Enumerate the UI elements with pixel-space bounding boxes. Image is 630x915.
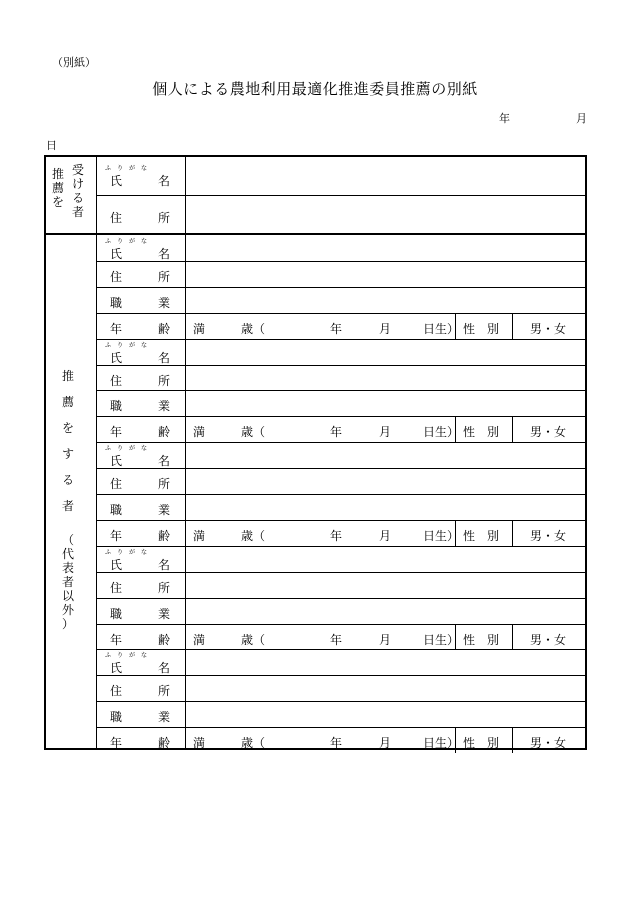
column-divider (455, 520, 456, 546)
birth-year-label: 年 (330, 425, 343, 440)
birth-day-label: 日生） (423, 528, 460, 543)
row-divider (96, 365, 585, 366)
birth-month-label: 月 (379, 321, 392, 336)
birth-month-label: 月 (379, 528, 392, 543)
vertical-char: る (72, 191, 85, 205)
furigana-ruby: ふ り が な (105, 341, 148, 349)
sex-label: 性 別 (463, 321, 500, 336)
furigana-ruby: ふ り が な (105, 548, 148, 556)
recommender-job-label: 職 業 (110, 710, 171, 725)
recipient-label-col1 (52, 167, 64, 209)
sex-label: 性 別 (463, 528, 500, 543)
vertical-char: 代 (62, 547, 75, 561)
vertical-char: 受 (72, 163, 85, 177)
column-divider (512, 624, 513, 650)
birth-month-label: 月 (379, 736, 392, 751)
date-year-label: 年 (499, 112, 510, 125)
age-prefix: 満 歳（ (193, 528, 266, 543)
vertical-char: を (62, 421, 75, 435)
recommender-address-label: 住 所 (110, 477, 171, 492)
vertical-char: 以 (62, 589, 75, 603)
row-divider (46, 233, 585, 235)
row-divider (96, 468, 585, 469)
recommender-name-label: 氏 名 (110, 557, 171, 572)
row-divider (96, 287, 585, 288)
vertical-char: け (72, 177, 85, 191)
birth-month-label: 月 (379, 425, 392, 440)
column-divider (455, 727, 456, 753)
recommender-name-label: 氏 名 (110, 661, 171, 676)
recommender-vertical-label (62, 369, 74, 525)
sex-value: 男・女 (530, 736, 567, 751)
sex-label: 性 別 (463, 632, 500, 647)
column-divider (455, 313, 456, 339)
vertical-char: 者 (72, 205, 85, 219)
column-divider (185, 157, 186, 748)
recommender-age-label: 年 齢 (110, 632, 171, 647)
birth-year-label: 年 (330, 632, 343, 647)
row-divider (96, 339, 585, 340)
sex-value: 男・女 (530, 321, 567, 336)
date-month-label: 月 (576, 112, 587, 125)
birth-year-label: 年 (330, 736, 343, 751)
vertical-char: 推 (62, 369, 75, 383)
vertical-char: を (52, 195, 65, 209)
vertical-char: る (62, 473, 75, 487)
row-divider (96, 546, 585, 547)
sex-label: 性 別 (463, 736, 500, 751)
sex-value: 男・女 (530, 632, 567, 647)
age-prefix: 満 歳（ (193, 736, 266, 751)
recommender-job-label: 職 業 (110, 606, 171, 621)
row-divider (96, 442, 585, 443)
recommender-address-label: 住 所 (110, 580, 171, 595)
row-divider (96, 494, 585, 495)
sex-label: 性 別 (463, 425, 500, 440)
recommender-job-label: 職 業 (110, 399, 171, 414)
recommender-age-label: 年 齢 (110, 528, 171, 543)
recommender-job-label: 職 業 (110, 295, 171, 310)
birth-year-label: 年 (330, 321, 343, 336)
column-divider (512, 520, 513, 546)
recipient-name-label: 氏 名 (110, 174, 171, 188)
sex-value: 男・女 (530, 528, 567, 543)
recommender-name-label: 氏 名 (110, 350, 171, 365)
column-divider (512, 727, 513, 753)
sex-value: 男・女 (530, 425, 567, 440)
recommender-age-label: 年 齢 (110, 321, 171, 336)
vertical-char: 外 (62, 603, 75, 617)
column-divider (455, 624, 456, 650)
vertical-char: 者 (62, 575, 75, 589)
age-prefix: 満 歳（ (193, 321, 266, 336)
birth-day-label: 日生） (423, 321, 460, 336)
recommender-age-label: 年 齢 (110, 736, 171, 751)
note-label: （別紙） (52, 56, 96, 69)
recommender-age-label: 年 齢 (110, 425, 171, 440)
recommender-sub-label (62, 533, 74, 631)
recommender-address-label: 住 所 (110, 684, 171, 699)
row-divider (96, 390, 585, 391)
furigana-ruby: ふ り が な (105, 445, 148, 453)
row-divider (96, 261, 585, 262)
vertical-char: す (62, 447, 75, 461)
recommender-job-label: 職 業 (110, 503, 171, 517)
page-title: 個人による農地利用最適化推進委員推薦の別紙 (152, 80, 478, 98)
recommender-name-label: 氏 名 (110, 247, 171, 261)
row-divider (96, 675, 585, 676)
recommendation-form-table (44, 155, 587, 750)
row-divider (96, 649, 585, 650)
furigana-ruby: ふ り が な (105, 238, 148, 245)
recipient-address-label: 住 所 (110, 211, 171, 225)
birth-day-label: 日生） (423, 632, 460, 647)
vertical-char: （ (62, 533, 75, 547)
birth-day-label: 日生） (423, 425, 460, 440)
row-divider (96, 195, 585, 196)
recommender-address-label: 住 所 (110, 373, 171, 388)
vertical-char: 薦 (52, 181, 65, 195)
row-divider (96, 701, 585, 702)
column-divider (512, 313, 513, 339)
vertical-char: 表 (62, 561, 75, 575)
row-divider (96, 598, 585, 599)
recommender-address-label: 住 所 (110, 269, 171, 284)
row-divider (96, 572, 585, 573)
vertical-char: ） (62, 617, 75, 631)
vertical-char: 推 (52, 167, 65, 181)
recommender-name-label: 氏 名 (110, 454, 171, 469)
birth-month-label: 月 (379, 632, 392, 647)
column-divider (455, 416, 456, 442)
birth-year-label: 年 (330, 528, 343, 543)
furigana-ruby: ふ り が な (105, 652, 148, 660)
column-divider (96, 157, 97, 748)
birth-day-label: 日生） (423, 736, 460, 751)
age-prefix: 満 歳（ (193, 425, 266, 440)
date-day-label: 日 (46, 139, 57, 152)
recipient-label-col2 (72, 163, 84, 219)
vertical-char: 者 (62, 499, 75, 513)
column-divider (512, 416, 513, 442)
vertical-char: 薦 (62, 395, 75, 409)
age-prefix: 満 歳（ (193, 632, 266, 647)
furigana-ruby: ふ り が な (105, 165, 148, 172)
